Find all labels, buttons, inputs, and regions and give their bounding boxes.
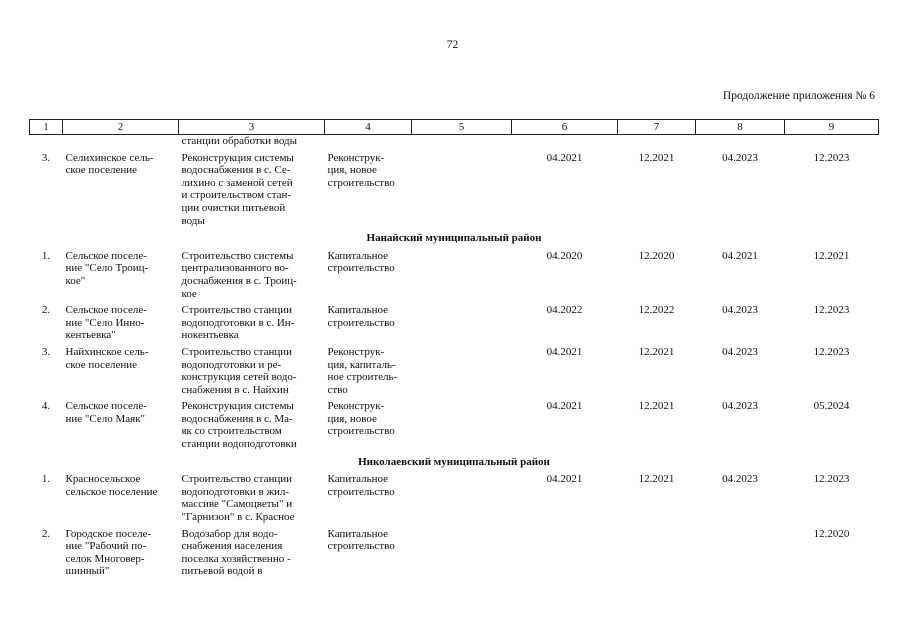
section-heading: Нанайский муниципальный район: [366, 232, 542, 245]
table-row: [30, 471, 879, 525]
column-9-date: 12.2023: [813, 473, 850, 486]
column-8-date: [696, 526, 785, 580]
column-7-date: 12.2022: [638, 304, 675, 317]
work-type: Реконструк- ция, новое строительство: [327, 151, 395, 189]
carryover-row: [30, 135, 879, 150]
table-row: [30, 398, 879, 452]
column-9-date: 05.2024: [813, 400, 850, 413]
column-7-date: 12.2021: [638, 345, 675, 358]
municipality-name: Городское поселе- ние "Рабочий по- селок Многовер- шинный": [65, 527, 152, 578]
column-7-date: 12.2020: [638, 249, 675, 262]
work-type: Капитальное строительство: [327, 304, 395, 329]
column-5-value: [412, 302, 512, 344]
table-row: [30, 526, 879, 580]
row-number: 3.: [41, 151, 51, 164]
column-5-value: [412, 526, 512, 580]
section-heading-row: [30, 229, 879, 248]
column-5-value: [412, 344, 512, 398]
carryover-description: станции обработки воды: [181, 135, 298, 147]
work-type: Реконструк- ция, новое строительство: [327, 400, 395, 438]
appendix-table: [29, 119, 879, 580]
table-row: [30, 302, 879, 344]
column-8-date: 04.2023: [722, 400, 758, 413]
table-row: [30, 248, 879, 302]
column-8-date: 04.2023: [722, 304, 758, 317]
column-5-value: [412, 150, 512, 230]
column-header-3: 3: [179, 120, 325, 135]
row-number: 4.: [41, 400, 51, 413]
column-8-date: 04.2023: [722, 151, 758, 164]
column-header-1: 1: [30, 120, 63, 135]
column-6-date: 04.2021: [546, 400, 583, 413]
column-7-date: 12.2021: [638, 400, 675, 413]
table-row: [30, 150, 879, 230]
column-9-date: 12.2023: [813, 304, 850, 317]
column-9-date: 12.2023: [813, 151, 850, 164]
column-header-8: 8: [696, 120, 785, 135]
project-description: Строительство системы централизованного во- доснабжения в с. Троиц- кое: [181, 249, 297, 300]
row-number: 1.: [41, 473, 51, 486]
column-header-9: 9: [785, 120, 879, 135]
column-7-date: 12.2021: [638, 151, 675, 164]
column-6-date: 04.2021: [546, 151, 583, 164]
carryover-empty: [30, 135, 63, 150]
page-number: 72: [446, 39, 459, 51]
project-description: Реконструкция системы водоснабжения в с. Ма- як со строительством станции водоподготовки: [181, 400, 297, 451]
column-9-date: 12.2023: [813, 345, 850, 358]
work-type: Капитальное строительство: [327, 249, 395, 275]
carryover-empty: [512, 135, 618, 150]
column-header-4: 4: [325, 120, 412, 135]
column-7-date: 12.2021: [638, 473, 675, 486]
municipality-name: Красносельское сельское поселение: [65, 473, 158, 498]
column-8-date: 04.2021: [722, 249, 758, 262]
column-8-date: 04.2023: [722, 345, 758, 358]
column-header-7: 7: [618, 120, 696, 135]
municipality-name: Сельское поселе- ние "Село Маяк": [65, 400, 147, 425]
municipality-name: Сельское поселе- ние "Село Троиц- кое": [65, 249, 149, 287]
section-heading-row: [30, 453, 879, 472]
work-type: Капитальное строительство: [327, 473, 395, 498]
column-6-date: [512, 526, 618, 580]
column-number-row: [30, 120, 879, 135]
appendix-continuation-note: Продолжение приложения № 6: [722, 90, 875, 102]
row-number: 3.: [41, 345, 51, 358]
municipality-name: Сельское поселе- ние "Село Инно- кентьевка": [65, 304, 147, 342]
carryover-empty: [63, 135, 179, 150]
column-6-date: 04.2020: [546, 249, 583, 262]
column-5-value: [412, 471, 512, 525]
column-6-date: 04.2022: [546, 304, 583, 317]
column-5-value: [412, 398, 512, 452]
column-6-date: 04.2021: [546, 473, 583, 486]
column-header-5: 5: [412, 120, 512, 135]
column-header-2: 2: [63, 120, 179, 135]
row-number: 2.: [41, 527, 51, 540]
carryover-empty: [412, 135, 512, 150]
section-heading: Николаевский муниципальный район: [358, 455, 550, 468]
project-description: Реконструкция системы водоснабжения в с. Се- лихино с заменой сетей и строительством стан- ции очистки питьевой воды: [181, 151, 294, 227]
carryover-empty: [618, 135, 696, 150]
column-9-date: 12.2021: [813, 249, 850, 262]
table-row: [30, 344, 879, 398]
table-body: [30, 135, 879, 581]
carryover-empty: [785, 135, 879, 150]
work-type: Капитальное строительство: [327, 527, 395, 553]
table-header: [30, 120, 879, 135]
column-6-date: 04.2021: [546, 345, 583, 358]
project-description: Строительство станции водоподготовки в жил- массиве "Самоцветы" и "Гарнизон" в с. Красное: [181, 473, 295, 524]
row-number: 1.: [41, 249, 51, 262]
column-7-date: [618, 526, 696, 580]
project-description: Строительство станции водоподготовки в с. Ин- нокентьевка: [181, 304, 295, 342]
work-type: Реконструк- ция, капиталь- ное строитель- ство: [327, 345, 398, 396]
municipality-name: Найхинское сель- ское поселение: [65, 345, 149, 371]
project-description: Строительство станции водоподготовки и ре- конструкция сетей водо- снабжения в с. Найхин: [181, 345, 297, 396]
carryover-empty: [325, 135, 412, 150]
column-header-6: 6: [512, 120, 618, 135]
project-description: Водозабор для водо- снабжения населения поселка хозяйственно - питьевой водой в: [181, 527, 291, 578]
column-8-date: 04.2023: [722, 473, 758, 486]
column-5-value: [412, 248, 512, 302]
column-9-date: 12.2020: [813, 527, 850, 540]
municipality-name: Селихинское сель- ское поселение: [65, 151, 154, 177]
carryover-empty: [696, 135, 785, 150]
row-number: 2.: [41, 304, 51, 317]
